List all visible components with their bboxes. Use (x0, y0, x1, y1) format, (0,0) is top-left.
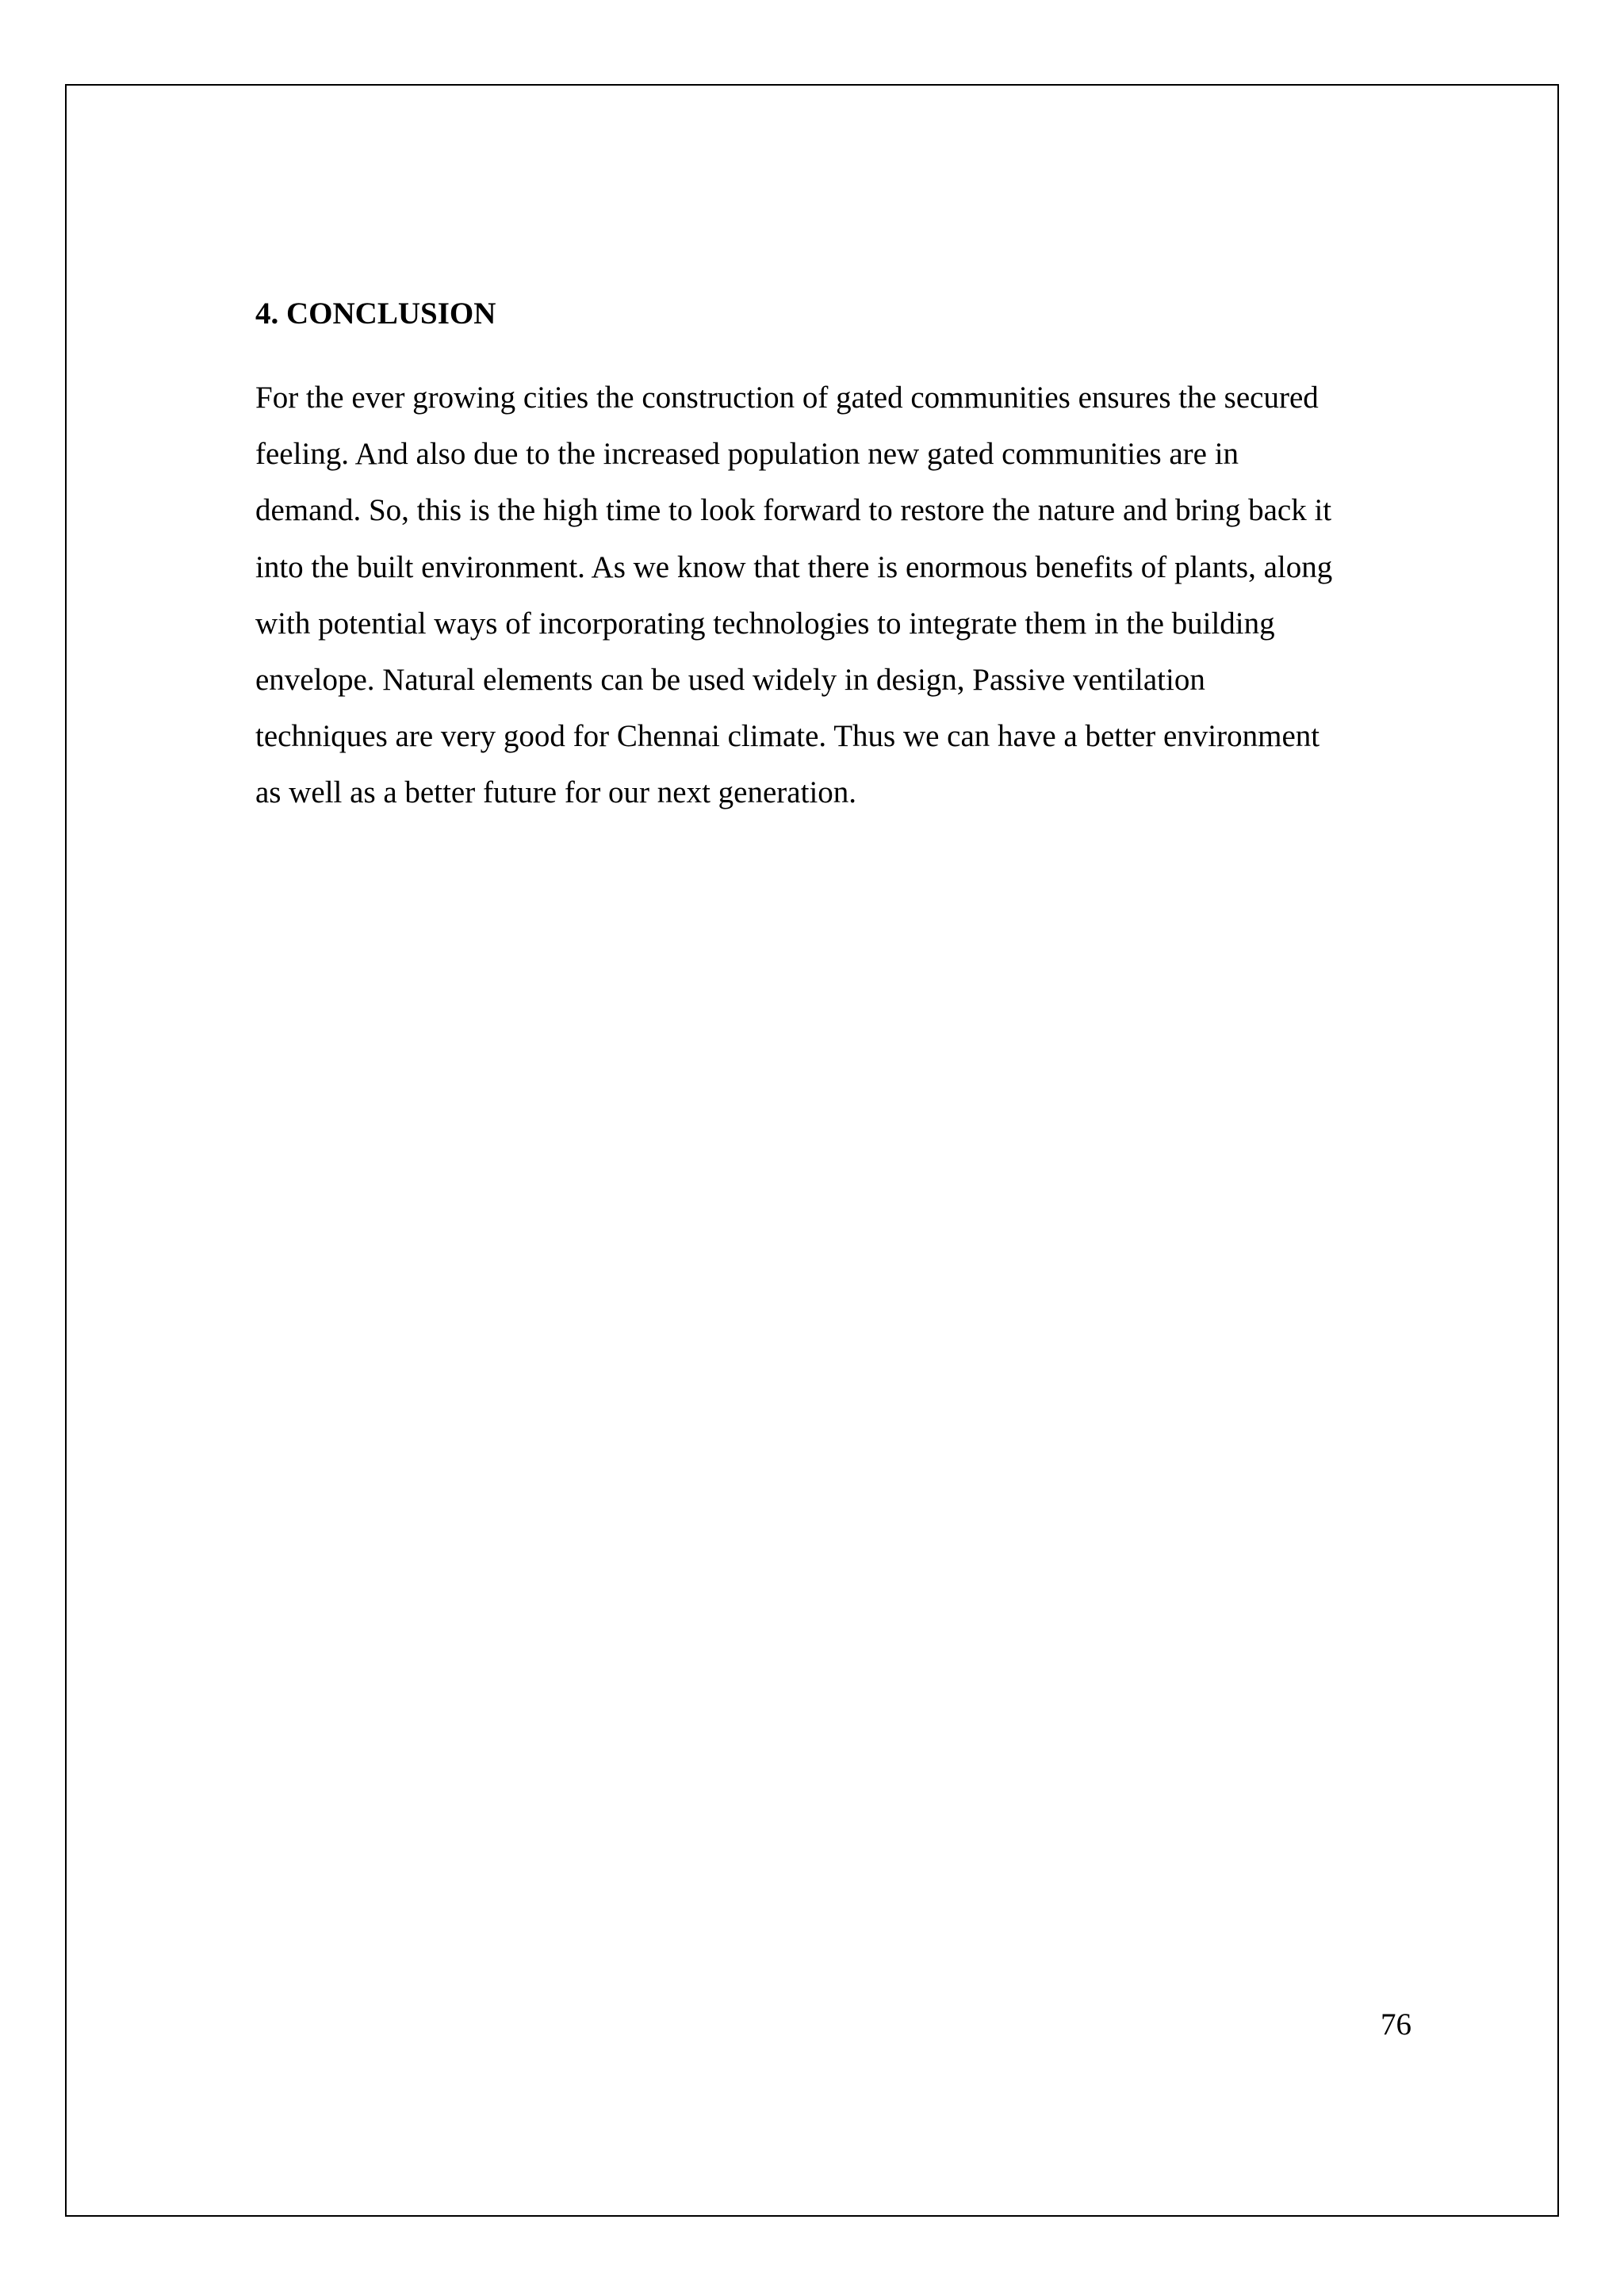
paragraph-line: into the built environment. As we know that there is enormous benefits of plants, along (255, 549, 1333, 584)
page-number: 76 (1381, 2007, 1411, 2042)
conclusion-paragraph (255, 377, 1429, 829)
paragraph-line: For the ever growing cities the construction of gated communities ensures the secured (255, 381, 1319, 415)
paragraph-line: demand. So, this is the high time to look forward to restore the nature and bring back it (255, 493, 1332, 528)
paragraph-line: as well as a better future for our next generation. (255, 775, 857, 810)
paragraph-line: techniques are very good for Chennai climate. Thus we can have a better environment (255, 719, 1320, 754)
paragraph-line: with potential ways of incorporating technologies to integrate them in the building (255, 606, 1275, 641)
paragraph-line: feeling. And also due to the increased population new gated communities are in (255, 437, 1239, 472)
section-heading: 4. CONCLUSION (255, 297, 496, 331)
paragraph-line: envelope. Natural elements can be used widely in design, Passive ventilation (255, 662, 1205, 697)
